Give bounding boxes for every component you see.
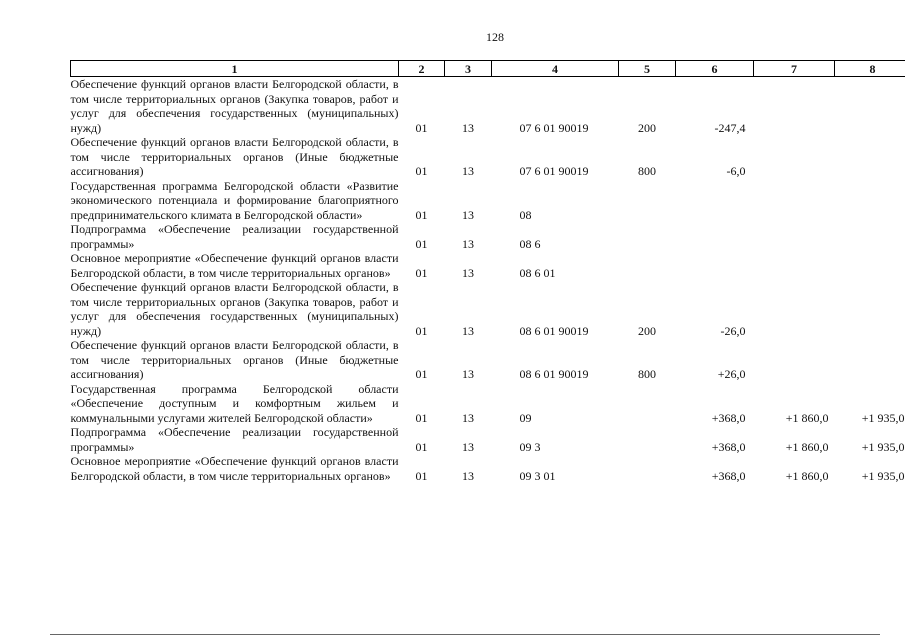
amount-cell-col6: +368,0: [711, 410, 746, 425]
amount-cell-col8: +1 935,0: [861, 468, 905, 483]
description-cell: Основное мероприятие «Обеспечение функций органов власти Белгородской области, в том числе территориальных органов»: [70, 454, 399, 483]
amount-cell-col6: [676, 179, 754, 223]
amount-cell-col7: [754, 280, 835, 338]
target-article-cell: 07 6 01 90019: [519, 164, 589, 178]
header-col-8: 8: [835, 61, 905, 77]
section-cell: 01: [415, 236, 428, 251]
amount-cell-col7: +1 860,0: [785, 439, 829, 454]
table-row: [71, 251, 905, 280]
amount-cell-col7: +1 860,0: [785, 468, 829, 483]
amount-cell-col7: +1 860,0: [785, 410, 829, 425]
description-cell: Основное мероприятие «Обеспечение функций органов власти Белгородской области, в том числе территориальных органов»: [70, 251, 399, 280]
amount-cell-col6: +368,0: [711, 468, 746, 483]
subsection-cell: 13: [462, 367, 474, 381]
section-cell: 01: [415, 323, 428, 338]
expense-type-cell: [619, 179, 676, 223]
amount-cell-col7: [754, 77, 835, 136]
table-row: [71, 454, 905, 483]
header-col-4: 4: [492, 61, 619, 77]
header-col-6: 6: [676, 61, 754, 77]
subsection-cell: 13: [462, 439, 474, 454]
target-article-cell: 09 3 01: [519, 468, 556, 483]
table-row: [71, 222, 905, 251]
description-cell: Подпрограмма «Обеспечение реализации государственной программы»: [70, 222, 399, 251]
section-cell: 01: [415, 207, 428, 222]
target-article-cell: 08 6 01 90019: [519, 323, 589, 338]
expense-type-cell: 200: [638, 323, 656, 338]
amount-cell-col8: +1 935,0: [861, 410, 905, 425]
amount-cell-col8: [835, 77, 905, 136]
target-article-cell: 08 6 01 90019: [519, 367, 589, 381]
amount-cell-col7: [754, 338, 835, 382]
subsection-cell: 13: [462, 207, 474, 222]
expense-type-cell: [619, 425, 676, 454]
subsection-cell: 13: [462, 265, 474, 280]
amount-cell-col8: [835, 135, 905, 179]
subsection-cell: 13: [462, 164, 474, 178]
header-col-2: 2: [399, 61, 445, 77]
target-article-cell: 07 6 01 90019: [519, 120, 589, 135]
page-bottom-rule: [50, 634, 880, 635]
section-cell: 01: [415, 164, 428, 178]
amount-cell-col6: -247,4: [714, 120, 746, 135]
table-row: [71, 338, 905, 382]
amount-cell-col6: -6,0: [726, 164, 746, 178]
expense-type-cell: [619, 222, 676, 251]
amount-cell-col7: [754, 179, 835, 223]
amount-cell-col7: [754, 135, 835, 179]
subsection-cell: 13: [462, 120, 474, 135]
description-cell: Обеспечение функций органов власти Белгородской области, в том числе территориальных органов (Закупка товаров, работ и услуг для обеспечения государственных (муниципальных) нужд): [70, 77, 399, 135]
subsection-cell: 13: [462, 468, 474, 483]
subsection-cell: 13: [462, 236, 474, 251]
amount-cell-col8: +1 935,0: [861, 439, 905, 454]
amount-cell-col7: [754, 251, 835, 280]
header-col-3: 3: [445, 61, 492, 77]
section-cell: 01: [415, 265, 428, 280]
budget-table: [70, 60, 905, 483]
amount-cell-col8: [835, 338, 905, 382]
target-article-cell: 08: [519, 207, 532, 222]
amount-cell-col6: [676, 222, 754, 251]
target-article-cell: 09 3: [519, 439, 541, 454]
section-cell: 01: [415, 468, 428, 483]
header-col-7: 7: [754, 61, 835, 77]
amount-cell-col6: +368,0: [711, 439, 746, 454]
section-cell: 01: [415, 120, 428, 135]
description-cell: Подпрограмма «Обеспечение реализации государственной программы»: [70, 425, 399, 454]
section-cell: 01: [415, 439, 428, 454]
amount-cell-col8: [835, 179, 905, 223]
description-cell: Государственная программа Белгородской области «Обеспечение доступным и комфортным жильем и коммунальными услугами жителей Белгородской области»: [70, 381, 399, 425]
amount-cell-col6: [676, 251, 754, 280]
target-article-cell: 08 6: [519, 236, 541, 251]
description-cell: Обеспечение функций органов власти Белгородской области, в том числе территориальных органов (Закупка товаров, работ и услуг для обеспечения государственных (муниципальных) нужд): [70, 280, 399, 338]
table-row: [71, 280, 905, 338]
amount-cell-col6: -26,0: [720, 323, 746, 338]
expense-type-cell: 800: [638, 367, 656, 381]
amount-cell-col8: [835, 280, 905, 338]
table-row: [71, 382, 905, 426]
description-cell: Обеспечение функций органов власти Белгородской области, в том числе территориальных органов (Иные бюджетные ассигнования): [70, 135, 399, 178]
expense-type-cell: [619, 251, 676, 280]
amount-cell-col8: [835, 251, 905, 280]
header-col-5: 5: [619, 61, 676, 77]
table-row: [71, 77, 905, 136]
description-cell: Обеспечение функций органов власти Белгородской области, в том числе территориальных органов (Иные бюджетные ассигнования): [70, 338, 399, 381]
description-cell: Государственная программа Белгородской области «Развитие экономического потенциала и формирование благоприятного предпринимательского климата в Белгородской области»: [70, 178, 399, 222]
amount-cell-col7: [754, 222, 835, 251]
amount-cell-col6: +26,0: [717, 367, 746, 381]
page-number: 128: [486, 30, 504, 44]
target-article-cell: 08 6 01: [519, 265, 556, 280]
subsection-cell: 13: [462, 410, 474, 425]
expense-type-cell: [619, 454, 676, 483]
table-row: [71, 179, 905, 223]
table-header-row: [71, 61, 905, 77]
section-cell: 01: [415, 410, 428, 425]
subsection-cell: 13: [462, 323, 474, 338]
table-row: [71, 135, 905, 179]
amount-cell-col8: [835, 222, 905, 251]
expense-type-cell: 800: [638, 164, 656, 178]
table-row: [71, 425, 905, 454]
expense-type-cell: 200: [638, 120, 656, 135]
expense-type-cell: [619, 382, 676, 426]
header-col-1: 1: [71, 61, 399, 77]
target-article-cell: 09: [519, 410, 532, 425]
section-cell: 01: [415, 367, 428, 381]
